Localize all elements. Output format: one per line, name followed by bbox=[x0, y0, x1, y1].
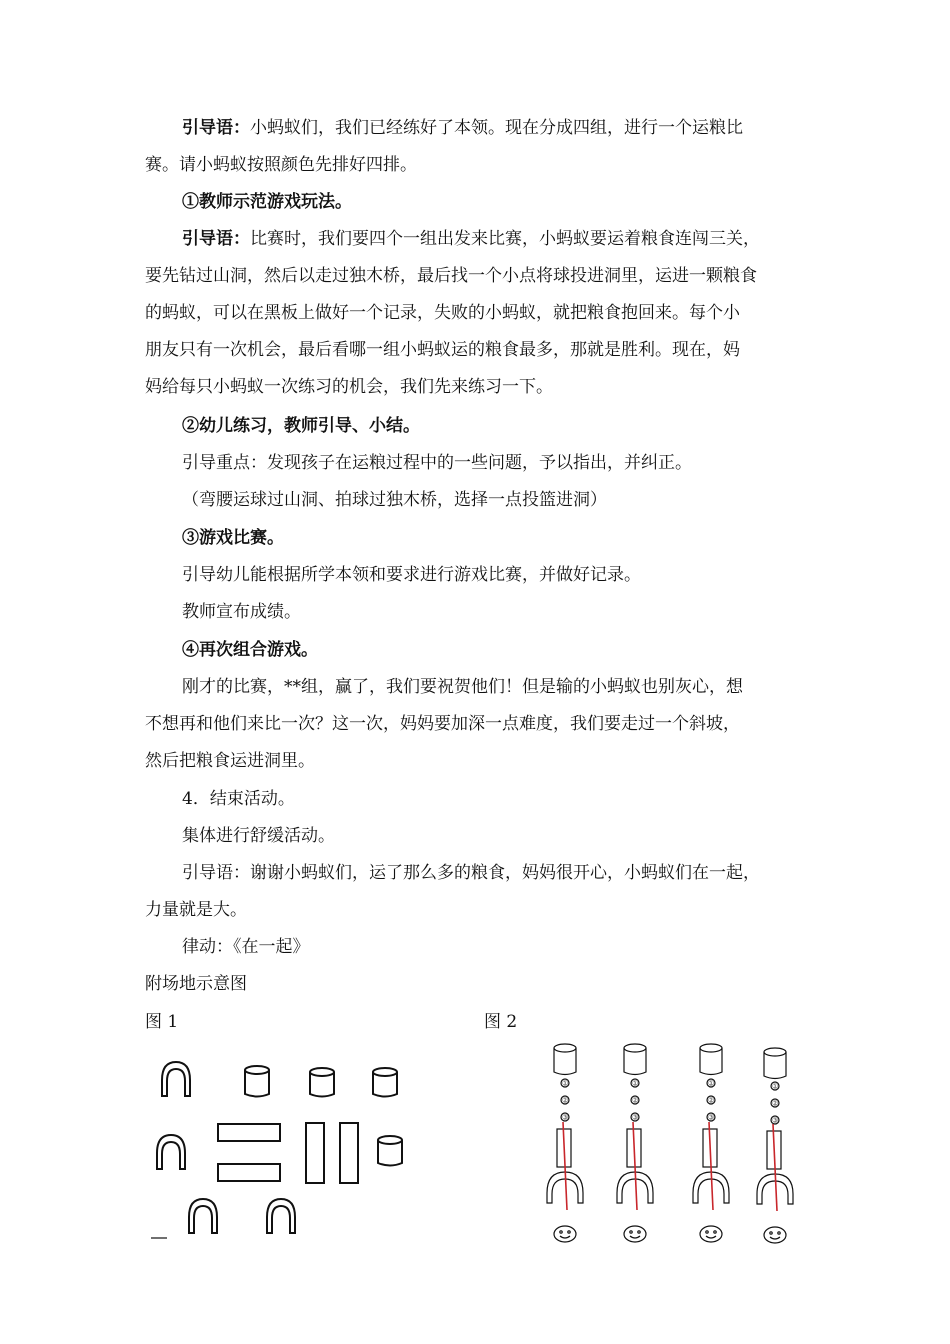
mark-label: ③ bbox=[708, 1113, 715, 1122]
beam-vertical bbox=[306, 1123, 324, 1183]
cylinder-icon bbox=[310, 1068, 334, 1097]
arch-icon bbox=[189, 1199, 217, 1233]
path-line bbox=[563, 1122, 567, 1210]
paragraph-4: （弯腰运球过山洞、拍球过独木桥，选择一点投篮进洞） bbox=[182, 490, 607, 510]
paragraph-9: 集体进行舒缓活动。 bbox=[182, 826, 335, 846]
paragraph-7-line-2: 不想再和他们来比一次？这一次，妈妈要加深一点难度，我们要走过一个斜坡， bbox=[145, 714, 740, 734]
smiley-icon bbox=[764, 1227, 786, 1243]
paragraph-7-line-3: 然后把粮食运进洞里。 bbox=[145, 751, 315, 771]
paragraph-2-line-3: 的蚂蚁，可以在黑板上做好一个记录，失败的小蚂蚁，就把粮食抱回来。每个小 bbox=[145, 303, 740, 323]
paragraph-1-cont: 赛。请小蚂蚁按照颜色先排好四排。 bbox=[145, 155, 417, 175]
mark-label: ① bbox=[708, 1079, 715, 1088]
smiley-icon bbox=[624, 1226, 646, 1242]
paragraph-2-line-5: 妈给每只小蚂蚁一次练习的机会，我们先来练习一下。 bbox=[145, 377, 553, 397]
mark-label: ③ bbox=[562, 1113, 569, 1122]
paragraph-3: 引导重点：发现孩子在运粮过程中的一些问题，予以指出，并纠正。 bbox=[182, 453, 692, 473]
lead-label: 引导语： bbox=[182, 118, 250, 138]
lane-1 bbox=[547, 1044, 583, 1242]
figure-2-label: 图 2 bbox=[484, 1012, 518, 1032]
cylinder-icon bbox=[378, 1136, 402, 1166]
mark-label: ② bbox=[772, 1099, 779, 1108]
cylinder-icon bbox=[554, 1044, 576, 1075]
mark-label: ① bbox=[772, 1082, 779, 1091]
cylinder-icon bbox=[624, 1044, 646, 1075]
cylinder-icon bbox=[700, 1044, 722, 1075]
paragraph-5: 引导幼儿能根据所学本领和要求进行游戏比赛，并做好记录。 bbox=[182, 565, 641, 585]
paragraph-10-line-2: 力量就是大。 bbox=[145, 900, 247, 920]
mark-label: ② bbox=[708, 1096, 715, 1105]
smiley-icon bbox=[554, 1226, 576, 1242]
path-line bbox=[709, 1122, 713, 1210]
mark-label: ③ bbox=[632, 1113, 639, 1122]
beam-horizontal bbox=[218, 1164, 280, 1181]
mark-label: ① bbox=[632, 1079, 639, 1088]
mark-label: ① bbox=[562, 1079, 569, 1088]
arch-icon bbox=[267, 1199, 295, 1233]
paragraph-11: 律动：《在一起》 bbox=[182, 937, 310, 957]
beam-vertical bbox=[340, 1123, 358, 1183]
lead-label: 引导语： bbox=[182, 229, 250, 249]
path-line bbox=[633, 1122, 637, 1210]
heading-1: ①教师示范游戏玩法。 bbox=[182, 192, 352, 212]
arch-icon bbox=[162, 1062, 190, 1096]
paragraph-2-line-4: 朋友只有一次机会，最后看哪一组小蚂蚁运的粮食最多，那就是胜利。现在，妈 bbox=[145, 340, 740, 360]
paragraph-text: 比赛时，我们要四个一组出发来比赛，小蚂蚁要运着粮食连闯三关， bbox=[250, 229, 760, 249]
heading-4: ④再次组合游戏。 bbox=[182, 640, 318, 660]
paragraph-7: 刚才的比赛，**组，赢了，我们要祝贺他们！但是输的小蚂蚁也别灰心，想 bbox=[182, 677, 743, 697]
figure-2-diagram bbox=[545, 1038, 805, 1250]
arch-icon bbox=[157, 1135, 185, 1169]
smiley-icon bbox=[700, 1226, 722, 1242]
cylinder-icon bbox=[245, 1066, 269, 1097]
heading-2: ②幼儿练习，教师引导、小结。 bbox=[182, 416, 420, 436]
paragraph-12: 附场地示意图 bbox=[145, 974, 247, 994]
mark-label: ② bbox=[562, 1096, 569, 1105]
paragraph-2-line-2: 要先钻过山洞，然后以走过独木桥，最后找一个小点将球投进洞里，运进一颗粮食 bbox=[145, 266, 757, 286]
paragraph-10: 引导语：谢谢小蚂蚁们，运了那么多的粮食，妈妈很开心，小蚂蚁们在一起， bbox=[182, 863, 760, 883]
figure-1-label: 图 1 bbox=[145, 1012, 179, 1032]
lane-4 bbox=[757, 1048, 793, 1243]
mark-label: ③ bbox=[772, 1116, 779, 1125]
paragraph-6: 教师宣布成绩。 bbox=[182, 602, 301, 622]
cylinder-icon bbox=[373, 1068, 397, 1097]
paragraph-2 bbox=[182, 229, 810, 249]
path-line bbox=[773, 1124, 777, 1211]
heading-3: ③游戏比赛。 bbox=[182, 528, 284, 548]
lane-2 bbox=[617, 1044, 653, 1242]
mark-label: ② bbox=[632, 1096, 639, 1105]
cylinder-icon bbox=[764, 1048, 786, 1079]
paragraph-8: 4．结束活动。 bbox=[182, 789, 295, 809]
paragraph-text: 小蚂蚁们，我们已经练好了本领。现在分成四组，进行一个运粮比 bbox=[250, 118, 743, 138]
paragraph-1 bbox=[182, 118, 810, 138]
figure-1-diagram bbox=[145, 1050, 435, 1250]
lane-3 bbox=[693, 1044, 729, 1242]
beam-horizontal bbox=[218, 1124, 280, 1141]
